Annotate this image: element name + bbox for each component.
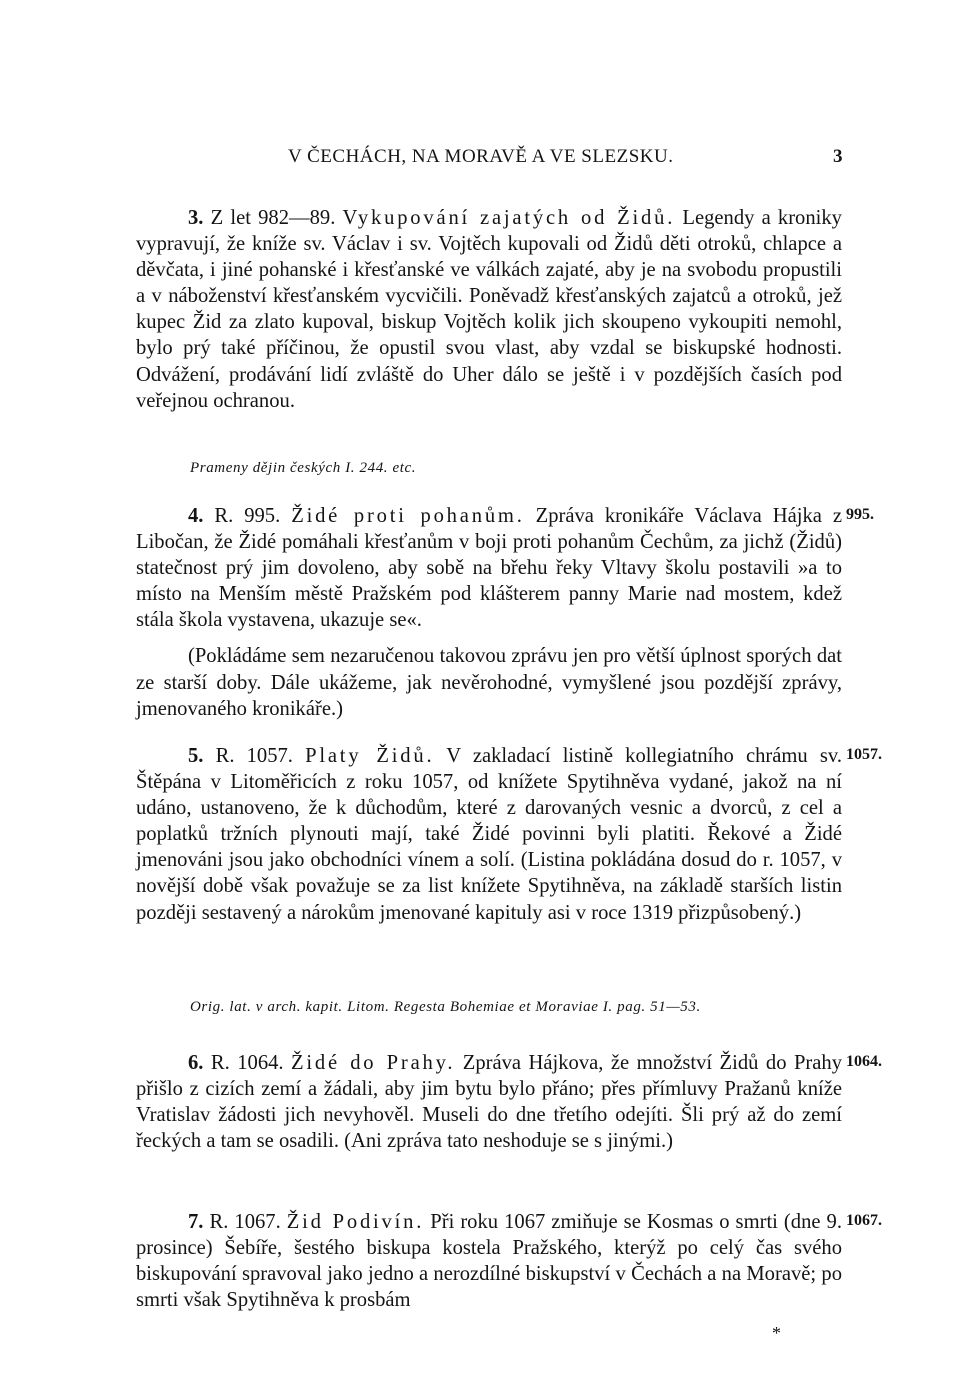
entry-body: Při roku 1067 zmiňuje se Kosmas o smrti (dne 9. prosince) Šebíře, šestého biskupa kostela Pražského, kterýž po celý čas svého biskupování spravoval jako jedno a nerozdílné biskupství v Čechách a na Moravě; po smrti však Spytihněva k prosbám xyxy=(136,1211,842,1312)
source-citation: Prameny dějin českých I. 244. etc. xyxy=(190,460,417,476)
entry-title: Židé proti pohanům. xyxy=(291,505,525,527)
entry-body: Zpráva kronikáře Václava Hájka z Libočan, že Židé pomáhali křesťanům v boji proti pohanům Čechům, za jichž (Židů) statečnost prý jim dovoleno, aby sobě na břehu řeky Vltavy školu postavili »a to místo na Menším městě Pražském pod klášterem panny Marie nad mostem, kdež stála škola vystavena, ukazuje se«. xyxy=(136,505,842,632)
signature-mark: * xyxy=(772,1323,781,1343)
page-number: 3 xyxy=(833,146,843,167)
entry-paragraph xyxy=(136,205,842,414)
margin-year: 995. xyxy=(846,506,874,523)
entry-6 xyxy=(136,1050,842,1154)
entry-7 xyxy=(136,1209,842,1313)
entry-body: V zakladací listině kollegiatního chrámu sv. Štěpána v Litoměřicích z roku 1057, od knížete Spytihněva vydané, jakož na ní udáno, ustanoveno, že k důchodům, které z darovaných vesnic a dvorců, z cel a poplatků tržních plynouti mají, také Židé povinni byli platiti. Řekové a Židé jmenováni jsou jako obchodníci vínem a solí. (Listina pokládána dosud do r. 1057, v novější době však považuje se za list knížete Spytihněva, na základě starších listin později sestavený a nárokům jmenované kapituly asi v roce 1319 přizpůsobený.) xyxy=(136,745,842,924)
entry-date: Z let 982—89. xyxy=(210,207,336,229)
entry-note: (Pokládáme sem nezaručenou takovou zprávu jen pro větší úplnost sporých dat ze starší doby. Dále ukážeme, jak nevěrohodné, vymyšlené jsou pozdější zprávy, jmenovaného kronikáře.) xyxy=(136,645,842,720)
entry-paragraph xyxy=(136,1209,842,1313)
margin-year: 1067. xyxy=(846,1212,882,1229)
entry-3 xyxy=(136,205,842,414)
entry-body: Zpráva Hájkova, že množství Židů do Prahy přišlo z cizích zemí a žádali, aby jim bytu bylo přáno; přes přímluvy Pražanů kníže Vratislav žádosti jich nevyhověl. Museli do dne třetího odejíti. Šli prý až do zemí řeckých a tam se osadili. (Ani zpráva tato neshoduje se s jinými.) xyxy=(136,1052,842,1153)
entry-number: 6. xyxy=(188,1052,204,1074)
margin-year: 1057. xyxy=(846,746,882,763)
entry-number: 4. xyxy=(188,505,204,527)
entry-body: Legendy a kroniky vypravují, že kníže sv. Václav i sv. Vojtěch kupovali od Židů děti otroků, chlapce a děvčata, i jiné pohanské i křesťanské ve válkách zajaté, aby je na svobodu propustili a v náboženství křesťanském vycvičili. Poněvadž křesťanských zajatců a otroků, jež kupec Žid za zlato kupoval, biskup Vojtěch kolik jich skoupeno vykoupiti nemohl, bylo prý také příčinou, že opustil svou vlast, aby vzdal se biskupské hodnosti. Odvážení, prodávání lidí zvláště do Uher dálo se ještě i v pozdějších časích pod veřejnou ochranou. xyxy=(136,207,842,412)
entry-title: Platy Židů. xyxy=(305,745,435,767)
entry-title: Židé do Prahy. xyxy=(291,1052,456,1074)
entry-date: R. 1064. xyxy=(210,1052,284,1074)
entry-paragraph xyxy=(136,503,842,633)
entry-title: Vykupování zajatých od Židů. xyxy=(342,207,676,229)
entry-4 xyxy=(136,503,842,722)
entry-paragraph xyxy=(136,743,842,926)
margin-year: 1064. xyxy=(846,1053,882,1070)
entry-title: Žid Podivín. xyxy=(286,1211,425,1233)
entry-number: 3. xyxy=(188,207,204,229)
entry-date: R. 1057. xyxy=(215,745,293,767)
entry-number: 5. xyxy=(188,745,204,767)
entry-date: R. 1067. xyxy=(209,1211,281,1233)
entry-5 xyxy=(136,743,842,926)
running-title: V ČECHÁCH, NA MORAVĚ A VE SLEZSKU. xyxy=(288,146,674,167)
entry-number: 7. xyxy=(188,1211,204,1233)
entry-date: R. 995. xyxy=(214,505,281,527)
entry-paragraph xyxy=(136,1050,842,1154)
source-citation: Orig. lat. v arch. kapit. Litom. Regesta Bohemiae et Moraviae I. pag. 51—53. xyxy=(190,999,701,1015)
